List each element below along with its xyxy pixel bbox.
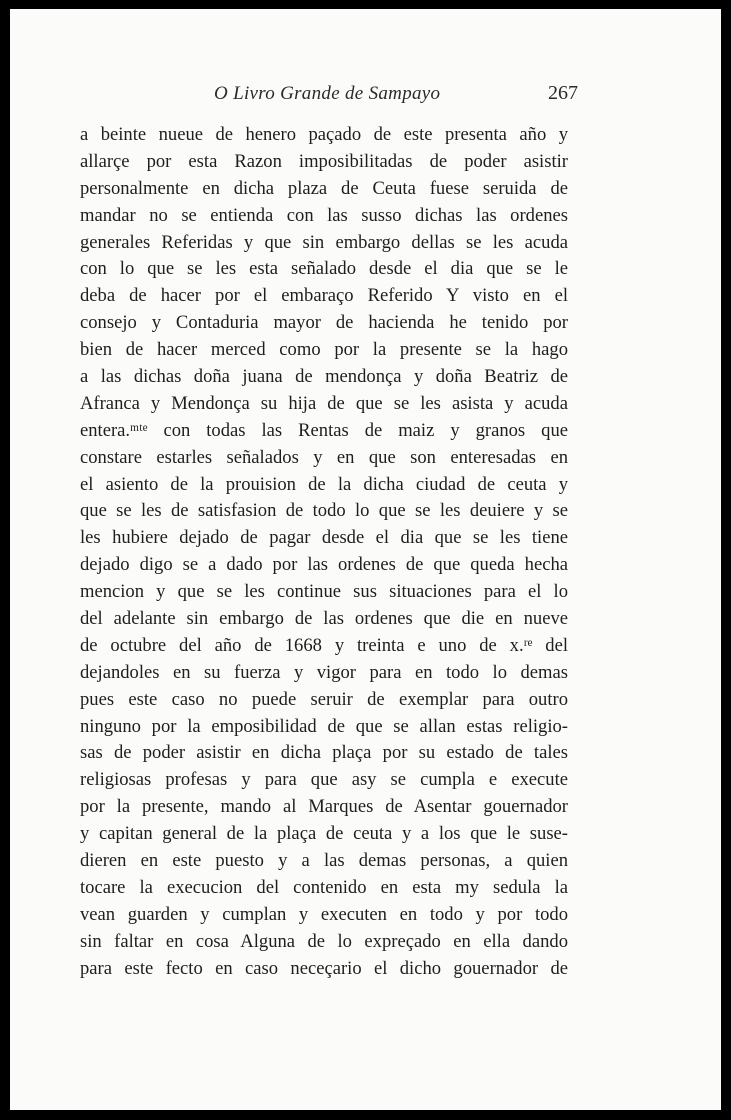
text-line: por la presente, mando al Marques de Asentar gouernador: [80, 796, 568, 818]
text-line: consejo y Contaduria mayor de hacienda he tenido por: [80, 312, 568, 334]
text-line: mencion y que se les continue sus situaciones para el lo: [80, 581, 568, 603]
text-line: personalmente en dicha plaza de Ceuta fuese seruida de: [80, 177, 568, 199]
text-line: el asiento de la prouision de la dicha ciudad de ceuta y: [80, 473, 568, 495]
text-line: del adelante sin embargo de las ordenes que die en nueve: [80, 608, 568, 630]
text-line: Afranca y Mendonça su hija de que se les asista y acuda: [80, 392, 568, 414]
text-line: para este fecto en caso neceçario el dicho gouernador de: [80, 957, 568, 979]
text-line: dejandoles en su fuerza y vigor para en todo lo demas: [80, 661, 568, 683]
text-line: a beinte nueue de henero paçado de este presenta año y: [80, 124, 568, 145]
text-line: mandar no se entienda con las susso dichas las ordenes: [80, 204, 568, 226]
text-line: constare estarles señalados y en que son enteresadas en: [80, 446, 568, 468]
text-line: entera.ᵐᵗᵉ con todas las Rentas de maiz y granos que: [80, 419, 568, 441]
text-line: a las dichas doña juana de mendonça y doña Beatriz de: [80, 366, 568, 388]
running-head: [90, 77, 578, 107]
text-line: deba de hacer por el embaraço Referido Y visto en el: [80, 285, 568, 307]
text-line: allarçe por esta Razon imposibilitadas de poder asistir: [80, 150, 568, 172]
text-line: sas de poder asistir en dicha plaça por su estado de tales: [80, 742, 568, 764]
text-line: vean guarden y cumplan y executen en todo y por todo: [80, 903, 568, 925]
text-line: de octubre del año de 1668 y treinta e uno de x.ʳᵉ del: [80, 634, 568, 656]
text-line: tocare la execucion del contenido en esta my sedula la: [80, 876, 568, 898]
text-line: con lo que se les esta señalado desde el dia que se le: [80, 258, 568, 280]
text-line: generales Referidas y que sin embargo dellas se les acuda: [80, 231, 568, 253]
text-line: religiosas profesas y para que asy se cumpla e execute: [80, 769, 568, 791]
text-line: sin faltar en cosa Alguna de lo expreçado en ella dando: [80, 930, 568, 952]
body-text: [80, 122, 568, 983]
text-line: bien de hacer merced como por la presente se la hago: [80, 339, 568, 361]
running-title: O Livro Grande de Sampayo: [214, 83, 441, 104]
text-line: dejado digo se a dado por las ordenes de que queda hecha: [80, 554, 568, 576]
text-line: ninguno por la emposibilidad de que se allan estas religio-: [80, 715, 568, 737]
text-line: les hubiere dejado de pagar desde el dia que se les tiene: [80, 527, 568, 549]
page-number: 267: [548, 82, 578, 104]
text-line: que se les de satisfasion de todo lo que se les deuiere y se: [80, 500, 568, 522]
text-line: y capitan general de la plaça de ceuta y a los que le suse-: [80, 823, 568, 845]
text-line: pues este caso no puede seruir de exemplar para outro: [80, 688, 568, 710]
text-line: dieren en este puesto y a las demas personas, a quien: [80, 850, 568, 872]
